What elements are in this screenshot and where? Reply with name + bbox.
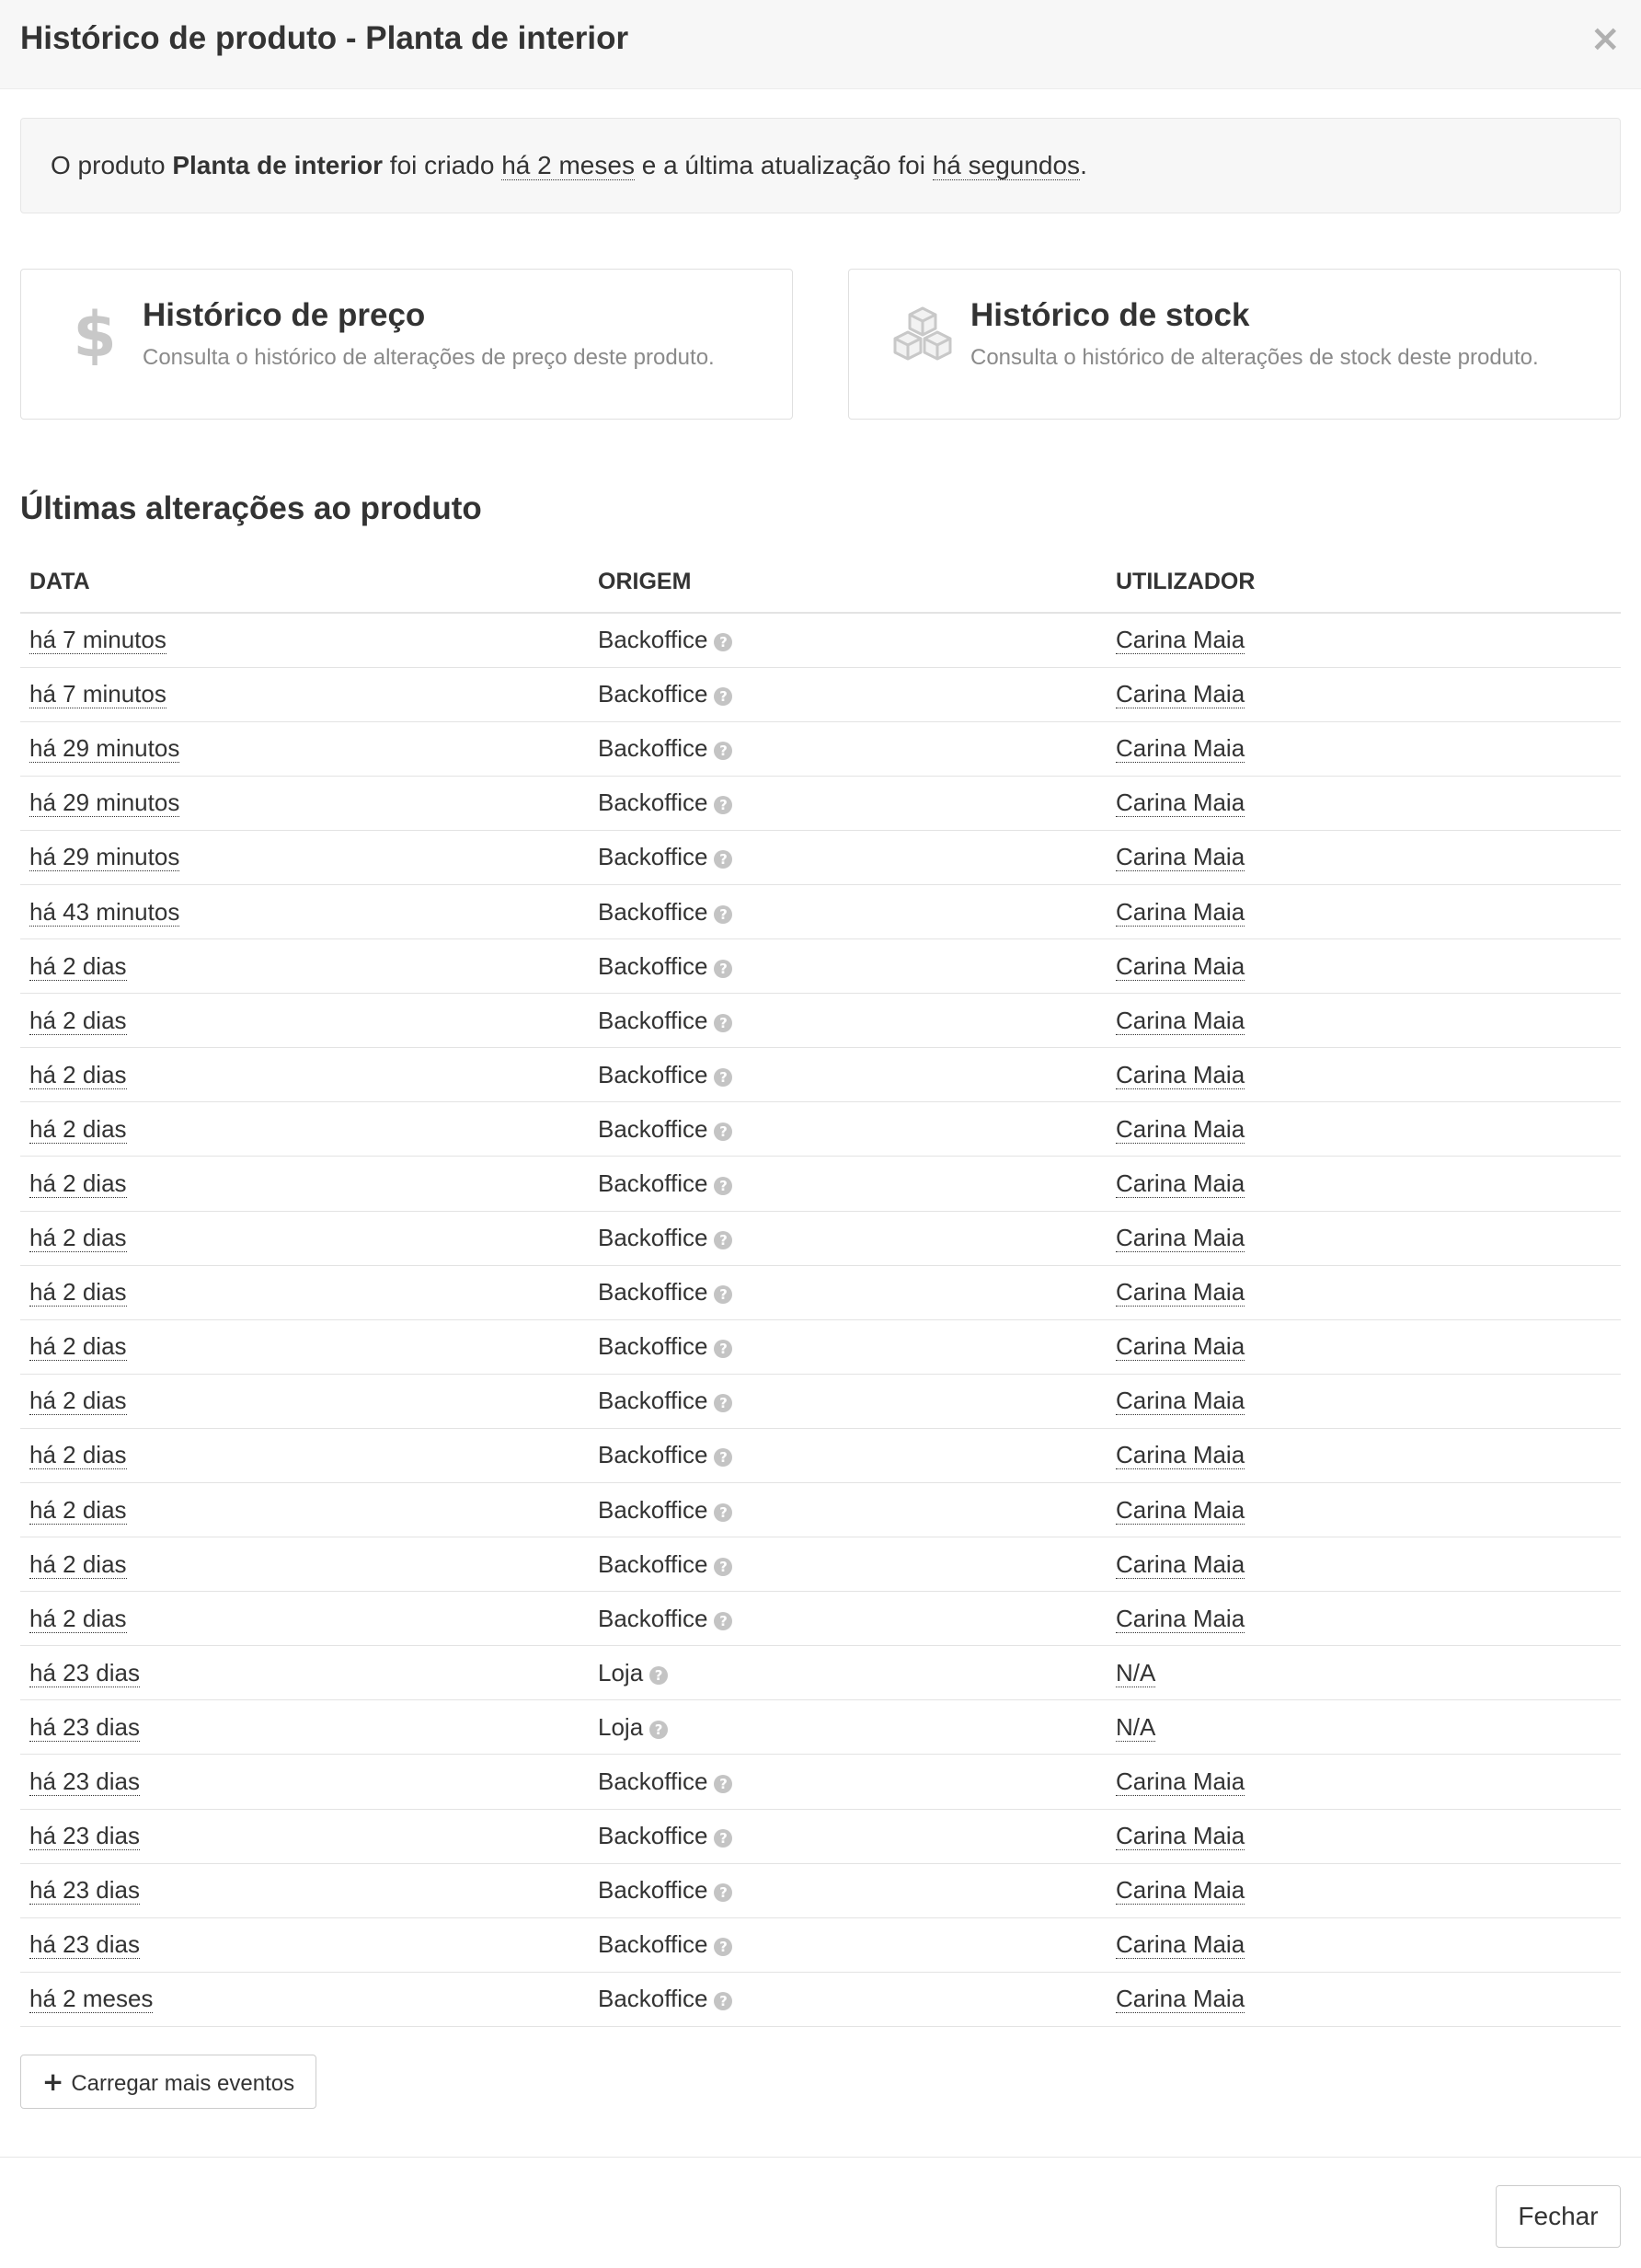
origin-cell [589, 1265, 1107, 1319]
date-cell [20, 776, 589, 830]
event-date[interactable]: há 23 dias [29, 1658, 140, 1687]
event-date[interactable]: há 2 dias [29, 1060, 127, 1088]
origin-cell [589, 1646, 1107, 1700]
event-date[interactable]: há 2 dias [29, 1169, 127, 1197]
question-circle-icon[interactable]: ? [714, 1394, 732, 1412]
events-table [20, 552, 1621, 2027]
question-circle-icon[interactable]: ? [714, 1992, 732, 2010]
event-user[interactable]: Carina Maia [1116, 1441, 1245, 1469]
date-cell [20, 1102, 589, 1157]
event-date[interactable]: há 29 minutos [29, 789, 180, 817]
event-origin: Backoffice [598, 626, 708, 654]
origin-cell [589, 1428, 1107, 1482]
date-cell [20, 830, 589, 884]
date-cell [20, 939, 589, 994]
date-cell [20, 1374, 589, 1428]
event-user[interactable]: Carina Maia [1116, 1006, 1245, 1034]
event-user[interactable]: Carina Maia [1116, 1876, 1245, 1905]
stock-history-card[interactable] [848, 269, 1621, 420]
event-origin: Backoffice [598, 1169, 708, 1197]
origin-cell [589, 613, 1107, 667]
event-origin: Backoffice [598, 951, 708, 980]
origin-cell [589, 1863, 1107, 1917]
table-row [20, 1211, 1621, 1265]
table-row [20, 1537, 1621, 1592]
event-origin: Backoffice [598, 1604, 708, 1632]
summary-created-time[interactable]: há 2 meses [501, 151, 635, 179]
event-date[interactable]: há 23 dias [29, 1930, 140, 1959]
event-origin: Backoffice [598, 1114, 708, 1143]
question-circle-icon[interactable]: ? [714, 1122, 732, 1141]
load-more-label: Carregar mais eventos [71, 2071, 295, 2096]
user-cell [1107, 1700, 1621, 1755]
svg-text:$: $ [73, 299, 117, 369]
event-user[interactable]: Carina Maia [1116, 1767, 1245, 1796]
date-cell [20, 613, 589, 667]
question-circle-icon[interactable]: ? [714, 1612, 732, 1630]
question-circle-icon[interactable]: ? [714, 633, 732, 651]
question-circle-icon[interactable]: ? [714, 1231, 732, 1249]
event-origin: Backoffice [598, 1224, 708, 1252]
date-cell [20, 1646, 589, 1700]
table-row [20, 1700, 1621, 1755]
user-cell [1107, 1428, 1621, 1482]
event-user[interactable]: Carina Maia [1116, 1930, 1245, 1959]
origin-cell [589, 830, 1107, 884]
column-header-user: UTILIZADOR [1107, 552, 1621, 613]
origin-cell [589, 1917, 1107, 1972]
events-table-body [20, 613, 1621, 2026]
summary-mid1: foi criado [383, 151, 502, 179]
origin-cell [589, 1048, 1107, 1102]
table-row [20, 1863, 1621, 1917]
date-cell [20, 667, 589, 721]
user-cell [1107, 1646, 1621, 1700]
question-circle-icon[interactable]: ? [714, 1558, 732, 1576]
user-cell [1107, 667, 1621, 721]
event-origin: Backoffice [598, 1278, 708, 1307]
question-circle-icon[interactable]: ? [714, 796, 732, 814]
event-date[interactable]: há 2 dias [29, 1387, 127, 1415]
origin-cell [589, 1809, 1107, 1863]
event-origin: Backoffice [598, 734, 708, 763]
user-cell [1107, 1374, 1621, 1428]
event-user[interactable]: Carina Maia [1116, 1387, 1245, 1415]
event-date[interactable]: há 43 minutos [29, 897, 180, 926]
summary-updated-time[interactable]: há segundos [932, 151, 1081, 179]
close-button[interactable]: Fechar [1496, 2185, 1621, 2248]
event-origin: Loja [598, 1658, 644, 1687]
origin-cell [589, 1972, 1107, 2026]
event-date[interactable]: há 2 dias [29, 951, 127, 980]
event-origin: Backoffice [598, 1332, 708, 1361]
table-row [20, 613, 1621, 667]
table-row [20, 939, 1621, 994]
table-row [20, 1809, 1621, 1863]
event-user[interactable]: Carina Maia [1116, 789, 1245, 817]
question-circle-icon[interactable]: ? [714, 1883, 732, 1902]
question-circle-icon[interactable]: ? [714, 1285, 732, 1304]
event-origin: Backoffice [598, 1985, 708, 2013]
question-circle-icon[interactable]: ? [714, 687, 732, 706]
table-row [20, 1646, 1621, 1700]
event-origin: Backoffice [598, 1060, 708, 1088]
event-origin: Backoffice [598, 1495, 708, 1524]
table-row [20, 1374, 1621, 1428]
price-history-title: Histórico de preço [143, 297, 426, 333]
event-user[interactable]: Carina Maia [1116, 1169, 1245, 1197]
event-origin: Backoffice [598, 1549, 708, 1578]
user-cell [1107, 1211, 1621, 1265]
event-origin: Backoffice [598, 1441, 708, 1469]
origin-cell [589, 667, 1107, 721]
event-user[interactable]: Carina Maia [1116, 1278, 1245, 1307]
event-date[interactable]: há 2 dias [29, 1114, 127, 1143]
events-section-title: Últimas alterações ao produto [20, 490, 482, 526]
table-row [20, 1319, 1621, 1374]
event-origin: Backoffice [598, 789, 708, 817]
column-header-origin: ORIGEM [589, 552, 1107, 613]
event-origin: Loja [598, 1712, 644, 1741]
event-date[interactable]: há 2 dias [29, 1278, 127, 1307]
event-origin: Backoffice [598, 1876, 708, 1905]
table-row [20, 1592, 1621, 1646]
event-user[interactable]: Carina Maia [1116, 1332, 1245, 1361]
event-date[interactable]: há 29 minutos [29, 734, 180, 763]
date-cell [20, 994, 589, 1048]
column-header-date: DATA [20, 552, 589, 613]
question-circle-icon[interactable]: ? [714, 905, 732, 924]
user-cell [1107, 1048, 1621, 1102]
table-row [20, 1972, 1621, 2026]
event-user[interactable]: Carina Maia [1116, 1549, 1245, 1578]
price-history-description: Consulta o histórico de alterações de preço deste produto. [143, 345, 715, 370]
event-date[interactable]: há 23 dias [29, 1712, 140, 1741]
table-row [20, 1102, 1621, 1157]
user-cell [1107, 1102, 1621, 1157]
question-circle-icon[interactable]: ? [714, 1448, 732, 1467]
event-date[interactable]: há 29 minutos [29, 843, 180, 871]
modal-header [0, 0, 1641, 89]
origin-cell [589, 884, 1107, 938]
event-user[interactable]: Carina Maia [1116, 1114, 1245, 1143]
user-cell [1107, 1537, 1621, 1592]
date-cell [20, 1483, 589, 1537]
event-user[interactable]: Carina Maia [1116, 1985, 1245, 2013]
event-user[interactable]: Carina Maia [1116, 951, 1245, 980]
origin-cell [589, 1483, 1107, 1537]
stock-history-description: Consulta o histórico de alterações de stock deste produto. [970, 345, 1539, 370]
table-row [20, 776, 1621, 830]
date-cell [20, 1428, 589, 1482]
summary-mid2: e a última atualização foi [634, 151, 933, 179]
question-circle-icon[interactable]: ? [714, 1014, 732, 1032]
event-user[interactable]: N/A [1116, 1712, 1156, 1741]
user-cell [1107, 994, 1621, 1048]
event-origin: Backoffice [598, 680, 708, 708]
event-user[interactable]: N/A [1116, 1658, 1156, 1687]
event-date[interactable]: há 2 dias [29, 1006, 127, 1034]
table-row [20, 1265, 1621, 1319]
user-cell [1107, 721, 1621, 776]
event-date[interactable]: há 2 dias [29, 1604, 127, 1632]
table-header-row [20, 552, 1621, 613]
origin-cell [589, 1700, 1107, 1755]
user-cell [1107, 1265, 1621, 1319]
user-cell [1107, 1483, 1621, 1537]
event-user[interactable]: Carina Maia [1116, 1822, 1245, 1850]
question-circle-icon[interactable]: ? [714, 1503, 732, 1522]
event-user[interactable]: Carina Maia [1116, 1604, 1245, 1632]
event-user[interactable]: Carina Maia [1116, 680, 1245, 708]
event-user[interactable]: Carina Maia [1116, 897, 1245, 926]
date-cell [20, 1700, 589, 1755]
dollar-icon [58, 295, 132, 369]
date-cell [20, 884, 589, 938]
event-date[interactable]: há 2 dias [29, 1224, 127, 1252]
user-cell [1107, 1863, 1621, 1917]
user-cell [1107, 1917, 1621, 1972]
question-circle-icon[interactable]: ? [714, 1829, 732, 1848]
date-cell [20, 1917, 589, 1972]
table-row [20, 1048, 1621, 1102]
origin-cell [589, 939, 1107, 994]
user-cell [1107, 1592, 1621, 1646]
date-cell [20, 1157, 589, 1211]
event-date[interactable]: há 2 dias [29, 1332, 127, 1361]
plus-icon: + [41, 2067, 64, 2097]
event-user[interactable]: Carina Maia [1116, 1224, 1245, 1252]
origin-cell [589, 721, 1107, 776]
user-cell [1107, 1755, 1621, 1809]
event-origin: Backoffice [598, 1767, 708, 1796]
origin-cell [589, 1374, 1107, 1428]
origin-cell [589, 1755, 1107, 1809]
user-cell [1107, 884, 1621, 938]
event-origin: Backoffice [598, 1006, 708, 1034]
user-cell [1107, 830, 1621, 884]
origin-cell [589, 1157, 1107, 1211]
origin-cell [589, 1319, 1107, 1374]
close-icon[interactable]: × [1589, 17, 1621, 60]
origin-cell [589, 994, 1107, 1048]
event-date[interactable]: há 23 dias [29, 1876, 140, 1905]
event-date[interactable]: há 2 dias [29, 1441, 127, 1469]
question-circle-icon[interactable]: ? [714, 1775, 732, 1793]
user-cell [1107, 1972, 1621, 2026]
product-summary [20, 118, 1621, 213]
event-date[interactable]: há 2 dias [29, 1549, 127, 1578]
event-user[interactable]: Carina Maia [1116, 843, 1245, 871]
event-user[interactable]: Carina Maia [1116, 1060, 1245, 1088]
date-cell [20, 1319, 589, 1374]
origin-cell [589, 1537, 1107, 1592]
question-circle-icon[interactable]: ? [714, 1340, 732, 1358]
event-date[interactable]: há 2 dias [29, 1495, 127, 1524]
event-date[interactable]: há 23 dias [29, 1767, 140, 1796]
date-cell [20, 1809, 589, 1863]
event-user[interactable]: Carina Maia [1116, 1495, 1245, 1524]
user-cell [1107, 613, 1621, 667]
summary-prefix: O produto [51, 151, 173, 179]
user-cell [1107, 939, 1621, 994]
date-cell [20, 1048, 589, 1102]
date-cell [20, 1211, 589, 1265]
table-row [20, 1428, 1621, 1482]
origin-cell [589, 1592, 1107, 1646]
question-circle-icon[interactable]: ? [714, 960, 732, 978]
question-circle-icon[interactable]: ? [714, 1068, 732, 1087]
event-origin: Backoffice [598, 1387, 708, 1415]
date-cell [20, 1265, 589, 1319]
event-user[interactable]: Carina Maia [1116, 734, 1245, 763]
load-more-button[interactable] [20, 2055, 316, 2109]
event-date[interactable]: há 7 minutos [29, 626, 166, 654]
date-cell [20, 1972, 589, 2026]
question-circle-icon[interactable]: ? [714, 742, 732, 760]
date-cell [20, 1592, 589, 1646]
table-row [20, 1755, 1621, 1809]
table-row [20, 721, 1621, 776]
event-date[interactable]: há 2 meses [29, 1985, 154, 2013]
table-row [20, 1157, 1621, 1211]
event-origin: Backoffice [598, 1822, 708, 1850]
question-circle-icon[interactable]: ? [649, 1721, 668, 1739]
user-cell [1107, 1809, 1621, 1863]
table-row [20, 667, 1621, 721]
origin-cell [589, 1211, 1107, 1265]
origin-cell [589, 776, 1107, 830]
question-circle-icon[interactable]: ? [714, 1177, 732, 1195]
date-cell [20, 1863, 589, 1917]
event-origin: Backoffice [598, 843, 708, 871]
date-cell [20, 1755, 589, 1809]
table-row [20, 884, 1621, 938]
origin-cell [589, 1102, 1107, 1157]
price-history-card[interactable] [20, 269, 793, 420]
footer-divider [0, 2157, 1641, 2158]
event-date[interactable]: há 7 minutos [29, 680, 166, 708]
summary-suffix: . [1080, 151, 1087, 179]
user-cell [1107, 1157, 1621, 1211]
user-cell [1107, 776, 1621, 830]
table-row [20, 994, 1621, 1048]
table-row [20, 1917, 1621, 1972]
question-circle-icon[interactable]: ? [714, 1938, 732, 1956]
question-circle-icon[interactable]: ? [714, 850, 732, 869]
summary-product-name: Planta de interior [172, 151, 384, 179]
date-cell [20, 721, 589, 776]
table-row [20, 830, 1621, 884]
modal-title: Histórico de produto - Planta de interior [20, 20, 629, 56]
cubes-icon [886, 295, 959, 369]
user-cell [1107, 1319, 1621, 1374]
table-row [20, 1483, 1621, 1537]
event-user[interactable]: Carina Maia [1116, 626, 1245, 654]
event-origin: Backoffice [598, 1930, 708, 1959]
event-origin: Backoffice [598, 897, 708, 926]
event-date[interactable]: há 23 dias [29, 1822, 140, 1850]
date-cell [20, 1537, 589, 1592]
question-circle-icon[interactable]: ? [649, 1666, 668, 1685]
stock-history-title: Histórico de stock [970, 297, 1250, 333]
